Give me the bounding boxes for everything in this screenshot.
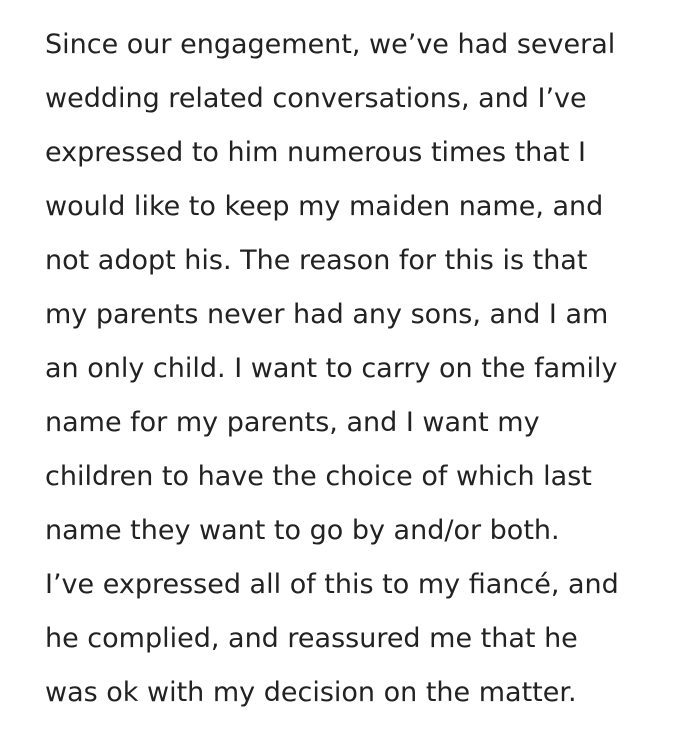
text-line-1: Since our engagement, we’ve had several xyxy=(45,29,616,60)
text-line-9: children to have the choice of which last xyxy=(45,461,592,492)
text-line-11: I’ve expressed all of this to my fiancé, and xyxy=(45,569,619,600)
text-line-4: would like to keep my maiden name, and xyxy=(45,191,604,222)
text-line-3: expressed to him numerous times that I xyxy=(45,137,586,168)
text-line-13: was ok with my decision on the matter. xyxy=(45,677,577,708)
text-line-10: name they want to go by and/or both. xyxy=(45,515,560,546)
text-line-8: name for my parents, and I want my xyxy=(45,407,540,438)
text-line-7: an only child. I want to carry on the family xyxy=(45,353,618,384)
text-line-2: wedding related conversations, and I’ve xyxy=(45,83,587,114)
text-line-5: not adopt his. The reason for this is that xyxy=(45,245,588,276)
body-text xyxy=(45,18,685,720)
text-line-12: he complied, and reassured me that he xyxy=(45,623,578,654)
text-line-6: my parents never had any sons, and I am xyxy=(45,299,609,330)
